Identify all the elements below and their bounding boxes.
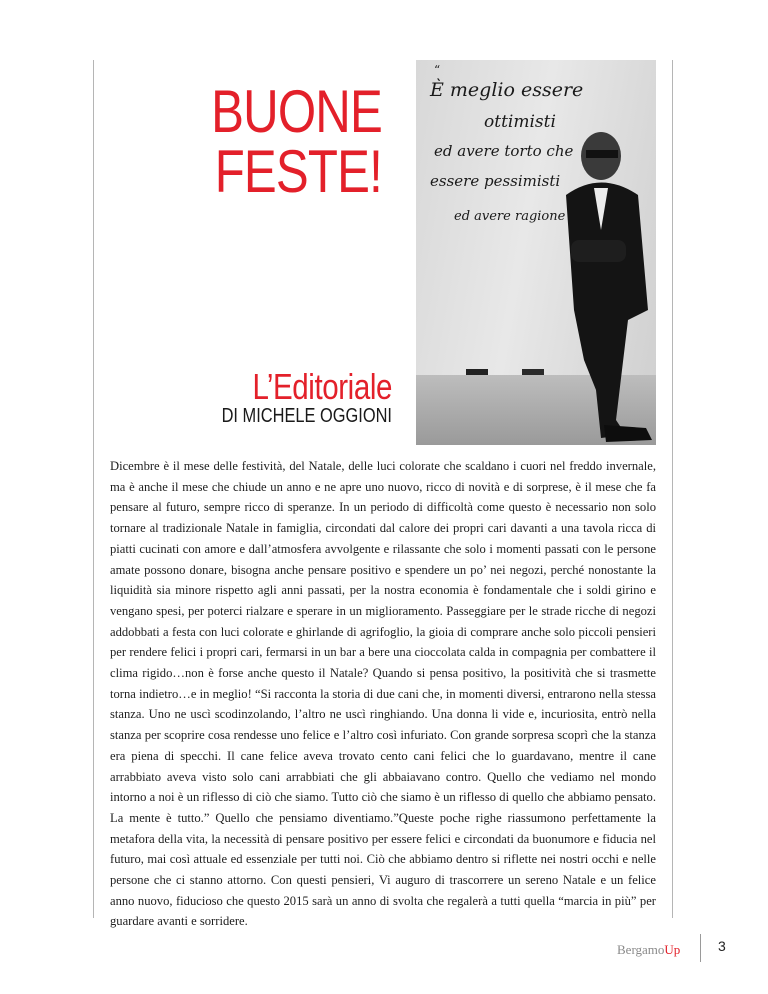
wall-quote-line: ed avere torto che	[434, 142, 574, 160]
right-margin-rule	[672, 60, 673, 918]
headline-line-1: BUONE	[211, 78, 382, 145]
editorial-body: Dicembre è il mese delle festività, del Natale, delle luci colorate che scaldano i cuori nel freddo invernale, ma è anche il mese che chiude un anno e ne apre uno nuovo, ricco di novità e di sorprese, è il mese che fa pensare al futuro, sempre ricco di speranze. In un periodo di difficoltà come questo è necessario non solo tornare al tradizionale Natale in famiglia, circondati dal calore dei propri cari davanti a una tavola ricca di piatti cucinati con amore e dall’atmosfera avvolgente e rilassante che solo i momenti passati con le persone amate possono donare, bisogna anche pensare positivo e spendere un po’ nei negozi, perché nonostante la liquidità sia minore rispetto agli anni passati, per la nostra economia è fondamentale che i soldi girino e vengano spesi, per poterci rialzare e sperare in un miglioramento. Passeggiare per le strade ricche di negozi addobbati a festa con luci colorate e ghirlande di agrifoglio, la gioia di comprare anche solo piccoli pensieri per rendere felici i propri cari, fermarsi in un bar a bere una cioccolata calda in compagnia per combattere il clima rigido…non è forse anche questo il Natale? Quando si pensa positivo, la positività che si trasmette torna indietro…e in meglio! “Si racconta la storia di due cani che, in momenti diversi, entrarono nella stessa stanza. Uno ne uscì scodinzolando, l’altro ne uscì ringhiando. Una donna li vide e, incuriosita, entrò nella stanza per scoprire cosa rendesse uno felice e l’altro così infuriato. Con grande sorpresa scoprì che la stanza era piena di specchi. Il cane felice aveva trovato cento cani felici che lo guardavano, mentre il cane arrabbiato aveva visto solo cani arrabbiati che gli abbaiavano contro. Quello che vediamo nel mondo intorno a noi è un riflesso di ciò che siamo. Tutto ciò che siamo è un riflesso di quello che abbiamo pensato. La mente è tutto.” Quello che pensiamo diventiamo.”Queste poche righe riassumono perfettamente la metafora della vita, la necessità di pensare positivo per essere felici e circondati da buonumore e fiducia nel futuro, mai così attuale ed essenziale per tutti noi. Ciò che abbiamo dentro si riflette nei nostri occhi e nelle persone che ci stanno attorno. Con questi pensieri, Vi auguro di trascorrere un sereno Natale e un felice anno nuovo, fiducioso che questo 2015 sarà un anno di svolta che regalerà a tutti quella “marcia in più” per guardare avanti e sorridere.	[110, 459, 656, 929]
left-margin-rule	[93, 60, 94, 918]
footer-separator	[700, 934, 701, 962]
magazine-logo	[617, 942, 680, 958]
headline-line-2: FESTE!	[214, 138, 382, 205]
svg-text:“: “	[434, 63, 441, 77]
wall-quote-line: essere pessimisti	[430, 172, 561, 190]
wall-quote-line: ottimisti	[484, 112, 556, 132]
wall-quote-line: ed avere ragione	[454, 209, 566, 224]
section-title: L’Editoriale	[252, 366, 392, 407]
headline	[192, 78, 382, 205]
author-byline: DI MICHELE OGGIONI	[221, 405, 392, 427]
editor-photo	[416, 60, 656, 445]
logo-accent: Up	[664, 942, 681, 957]
page-number: 3	[718, 938, 726, 954]
wall-quote-line: È meglio essere	[430, 79, 584, 101]
person-figure	[416, 60, 656, 445]
logo-main: Bergamo	[617, 942, 665, 957]
